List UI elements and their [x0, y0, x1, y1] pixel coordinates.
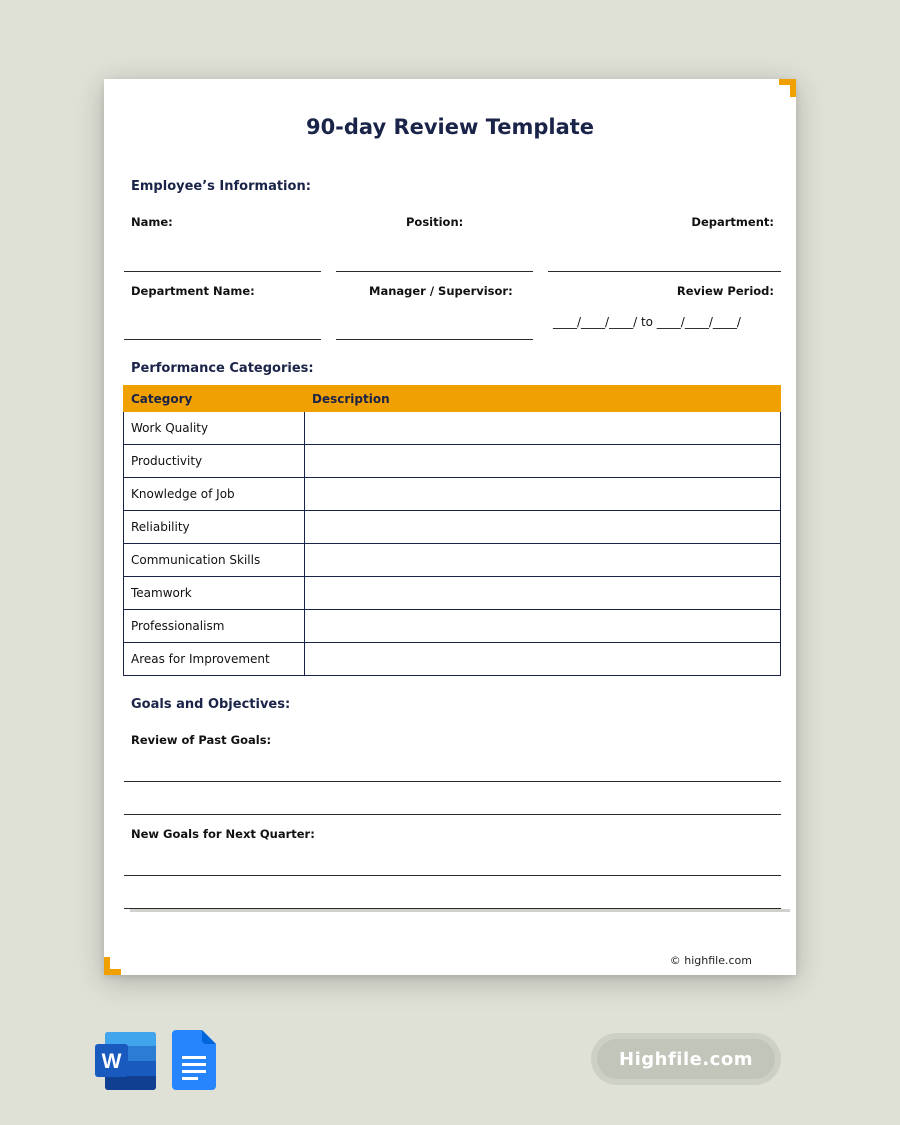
department-name-field[interactable]: [124, 339, 321, 340]
description-cell[interactable]: [305, 577, 781, 610]
manager-label: Manager / Supervisor:: [369, 284, 513, 298]
performance-table: [123, 385, 781, 676]
name-field[interactable]: [124, 271, 321, 272]
table-row: [124, 610, 781, 643]
new-goals-label: New Goals for Next Quarter:: [131, 827, 315, 841]
performance-heading: Performance Categories:: [131, 361, 314, 376]
description-cell[interactable]: [305, 511, 781, 544]
position-label: Position:: [406, 215, 464, 229]
column-header-description: Description: [305, 386, 781, 412]
description-cell[interactable]: [305, 412, 781, 445]
category-cell: Areas for Improvement: [124, 643, 305, 676]
highfile-brand-badge[interactable]: [591, 1033, 781, 1085]
copyright-footer: © highfile.com: [669, 954, 752, 967]
table-row: [124, 643, 781, 676]
table-row: [124, 478, 781, 511]
description-cell[interactable]: [305, 478, 781, 511]
word-letter: W: [101, 1050, 122, 1073]
past-goals-line-2[interactable]: [124, 814, 781, 815]
document-title: 90-day Review Template: [305, 115, 595, 139]
past-goals-line-1[interactable]: [124, 781, 781, 782]
column-header-category: Category: [124, 386, 305, 412]
name-label: Name:: [131, 215, 173, 229]
review-period-label: Review Period:: [676, 284, 774, 298]
department-name-label: Department Name:: [131, 284, 255, 298]
description-cell[interactable]: [305, 445, 781, 478]
position-field[interactable]: [336, 271, 533, 272]
table-row: [124, 412, 781, 445]
page-fold-shadow: [130, 909, 790, 912]
category-cell: Work Quality: [124, 412, 305, 445]
brand-label: Highfile.com: [597, 1039, 775, 1079]
goals-heading: Goals and Objectives:: [131, 697, 291, 712]
category-cell: Productivity: [124, 445, 305, 478]
table-row: [124, 577, 781, 610]
description-cell[interactable]: [305, 544, 781, 577]
category-cell: Reliability: [124, 511, 305, 544]
google-docs-icon[interactable]: [172, 1030, 216, 1090]
department-field[interactable]: [548, 271, 781, 272]
category-cell: Knowledge of Job: [124, 478, 305, 511]
past-goals-label: Review of Past Goals:: [131, 733, 272, 747]
review-period-field[interactable]: ____/____/____/ to ____/____/____/: [553, 315, 741, 329]
table-row: [124, 511, 781, 544]
category-cell: Professionalism: [124, 610, 305, 643]
table-header-row: [124, 386, 781, 412]
document-page: [104, 79, 796, 975]
employee-info-heading: Employee’s Information:: [131, 179, 311, 194]
table-row: [124, 544, 781, 577]
microsoft-word-icon[interactable]: [95, 1031, 157, 1091]
category-cell: Teamwork: [124, 577, 305, 610]
corner-accent-bottom-left-side: [104, 957, 110, 975]
new-goals-line-1[interactable]: [124, 875, 781, 876]
table-row: [124, 445, 781, 478]
description-cell[interactable]: [305, 643, 781, 676]
description-cell[interactable]: [305, 610, 781, 643]
department-label: Department:: [691, 215, 774, 229]
category-cell: Communication Skills: [124, 544, 305, 577]
corner-accent-top-right-side: [790, 79, 796, 97]
manager-field[interactable]: [336, 339, 533, 340]
